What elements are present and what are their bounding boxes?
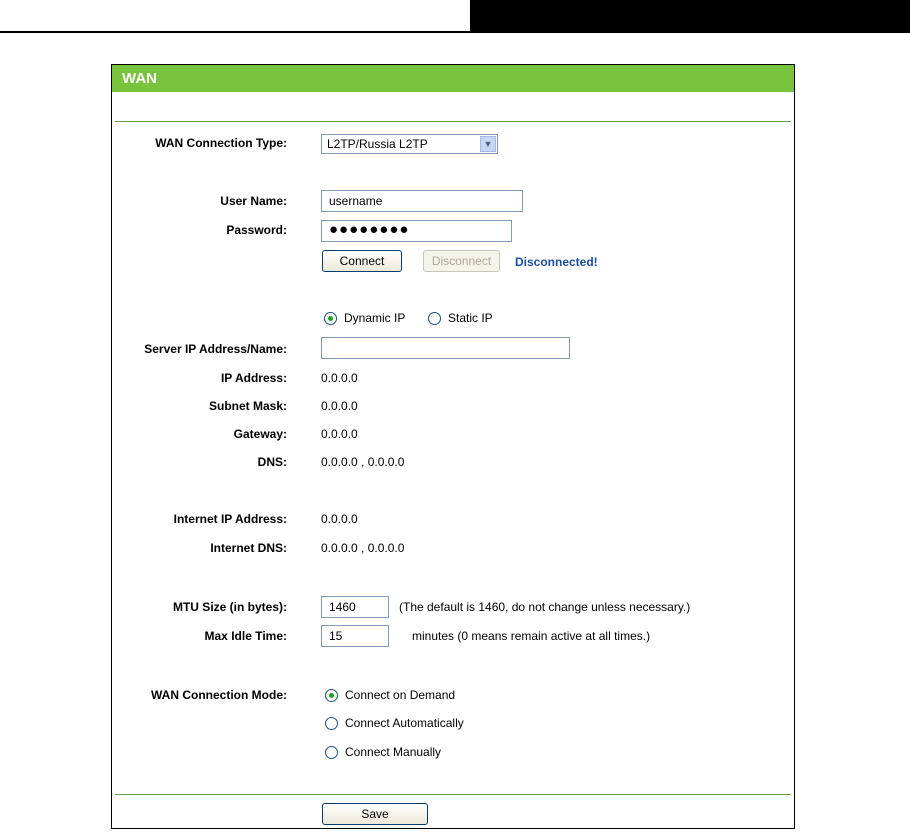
connect-on-demand-radio[interactable] [325,689,338,702]
subnet-mask-label: Subnet Mask: [208,399,287,413]
header-black-bar [470,0,910,33]
gateway-value: 0.0.0.0 [321,427,358,441]
connect-on-demand-label: Connect on Demand [345,688,456,702]
password-label: Password: [226,223,287,237]
server-ip-label: Server IP Address/Name: [144,342,287,356]
connection-mode-label: WAN Connection Mode: [151,688,287,702]
connect-manually-label: Connect Manually [345,745,442,759]
disconnect-button[interactable]: Disconnect [423,250,500,272]
static-ip-label: Static IP [448,311,493,325]
internet-ip-value: 0.0.0.0 [321,512,358,526]
internet-ip-label: Internet IP Address: [173,512,287,526]
save-button[interactable]: Save [322,803,428,825]
mtu-label: MTU Size (in bytes): [172,600,287,614]
chevron-down-icon: ▼ [480,136,496,152]
gateway-label: Gateway: [233,427,287,441]
username-label: User Name: [220,194,287,208]
idle-time-input[interactable]: 15 [321,625,389,647]
connection-status: Disconnected! [515,255,598,269]
connect-automatically-label: Connect Automatically [345,716,464,730]
wan-settings-panel [111,64,795,829]
subnet-mask-value: 0.0.0.0 [321,399,358,413]
ip-address-value: 0.0.0.0 [321,371,358,385]
mtu-hint: (The default is 1460, do not change unless necessary.) [399,600,691,614]
idle-time-hint: minutes (0 means remain active at all times.) [412,629,651,643]
connect-manually-radio[interactable] [325,746,338,759]
top-divider [115,121,791,122]
dns-value: 0.0.0.0 , 0.0.0.0 [321,455,405,469]
connect-button[interactable]: Connect [322,250,402,272]
connect-automatically-radio[interactable] [325,717,338,730]
username-input[interactable]: username [321,190,523,212]
mtu-input[interactable]: 1460 [321,596,389,618]
bottom-divider [115,794,791,795]
panel-title: WAN [112,65,794,92]
internet-dns-label: Internet DNS: [210,541,287,555]
static-ip-radio[interactable] [428,312,441,325]
wan-type-select[interactable] [321,134,498,154]
header-divider [0,31,470,33]
dynamic-ip-radio[interactable] [324,312,337,325]
password-input[interactable]: ●●●●●●●● [321,220,512,242]
wan-type-selected: L2TP/Russia L2TP [327,137,428,151]
wan-type-label: WAN Connection Type: [155,136,287,150]
server-ip-input[interactable] [321,337,570,359]
internet-dns-value: 0.0.0.0 , 0.0.0.0 [321,541,405,555]
idle-time-label: Max Idle Time: [204,629,287,643]
dynamic-ip-label: Dynamic IP [344,311,406,325]
dns-label: DNS: [257,455,287,469]
ip-address-label: IP Address: [220,371,287,385]
